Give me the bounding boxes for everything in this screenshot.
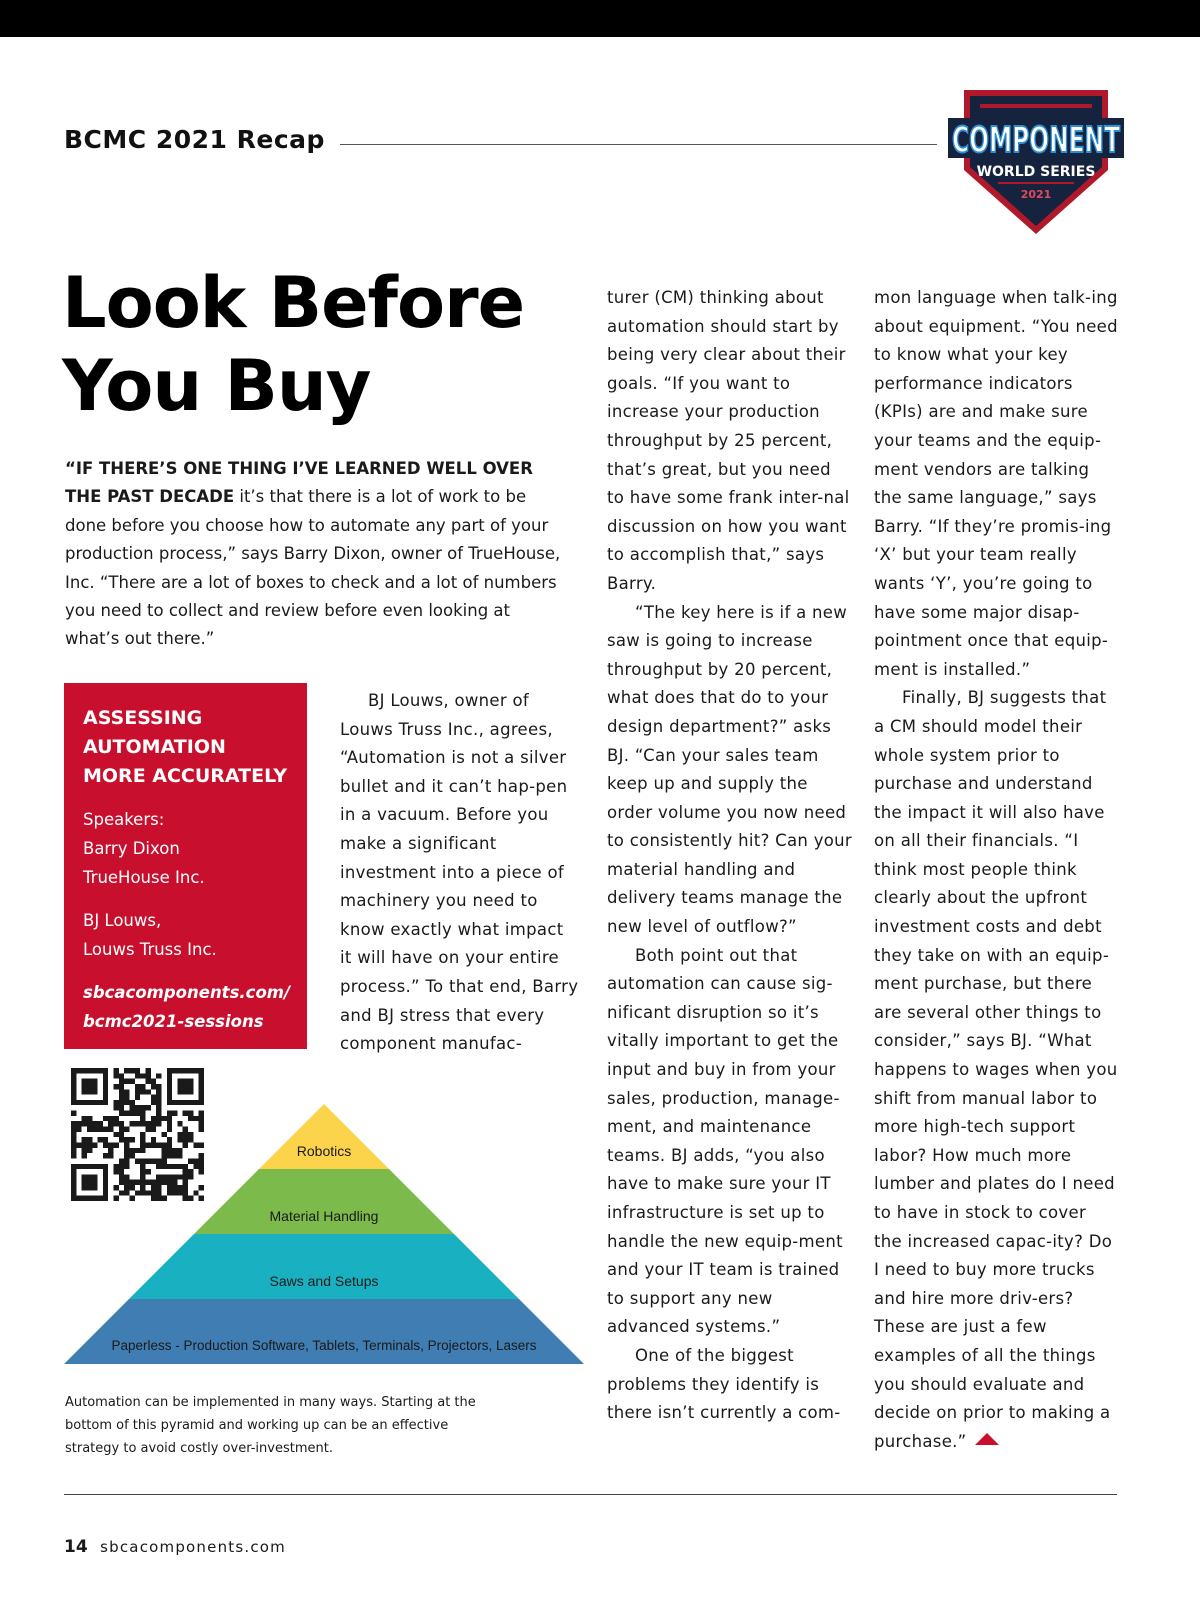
page-number: 14 [64, 1537, 88, 1557]
headline-line-2: You Buy [62, 345, 371, 427]
pyramid-level [194, 1169, 454, 1234]
sessions-link-line-2[interactable]: bcmc2021-sessions [83, 1012, 264, 1031]
svg-text:COMPONENT: COMPONENT [952, 120, 1121, 161]
paragraph [874, 684, 1119, 1456]
sessions-link[interactable] [83, 978, 307, 1036]
pyramid-level [259, 1104, 389, 1169]
box-title [83, 704, 307, 791]
intro-text: it’s that there is a lot of work to be done before you choose how to automate any part of your production process,” says Barry Dixon, owner of TrueHouse, Inc. “There are a lot of boxes to check and a lot of numbers you need to collect and review before even looking at what’s out there.” [65, 487, 561, 649]
component-world-series-logo [946, 78, 1126, 240]
speaker-1-company: TrueHouse Inc. [83, 868, 205, 887]
pyramid-level [64, 1299, 584, 1364]
top-black-bar [0, 0, 1200, 37]
paragraph: turer (CM) thinking about automation should start by being very clear about their goals. “If you want to increase your production throughput by 25 percent, that’s great, but you need to have some frank inter-nal discussion on how you want to accomplish that,” says Barry. [607, 288, 850, 593]
svg-text:2021: 2021 [1020, 188, 1052, 201]
section-label: BCMC 2021 Recap [64, 125, 325, 154]
end-of-article-triangle-icon [975, 1433, 999, 1445]
intro-lead: “IF THERE’S ONE THING I’VE LEARNED WELL OVER THE PAST DECADE [65, 459, 533, 507]
paragraph: Both point out that automation can cause sig-nificant disruption so it’s vitally important to get the input and buy in from your sales, production, manage-ment, and maintenance teams. BJ adds, “you also have to make sure your IT infrastructure is set up to handle the new equip-ment and your IT team is trained to support any new advanced systems.” [607, 945, 843, 1337]
paragraph: mon language when talk-ing about equipment. “You need to know what your key performance indicators (KPIs) are and make sure your teams and the equip-ment vendors are talking the same language,” says Barry. “If they’re promis-ing ‘X’ but your team really wants ‘Y’, you’re going to have some major disap-pointment once that equip-ment is installed.” [874, 288, 1118, 679]
speakers-label: Speakers: [83, 810, 165, 829]
body-column-2 [607, 284, 852, 1428]
closing-paragraph-text: Finally, BJ suggests that a CM should model their whole system prior to purchase and understand the impact it will also have on all their financials. “I think most people think clearly about the upfront investment costs and debt they take on with an equip-ment purchase, but there are several other things to consider,” says BJ. “What happens to wages when you shift from manual labor to more high-tech support labor? How much more lumber and plates do I need to have in stock to cover the increased capac-ity? Do I need to buy more trucks and hire more driv-ers? These are just a few examples of all the things you should evaluate and decide on prior to making a purchase.” [874, 688, 1118, 1451]
speaker-2-company: Louws Truss Inc. [83, 940, 217, 959]
sessions-link-line-1[interactable]: sbcacomponents.com/ [83, 983, 290, 1002]
box-title-line-2: AUTOMATION [83, 736, 226, 758]
body-column-3 [874, 284, 1119, 1456]
pyramid-level-label: Robotics [296, 1143, 352, 1159]
pyramid-caption: Automation can be implemented in many ways. Starting at the bottom of this pyramid and working up can be an effective strategy to avoid costly over-investment. [65, 1395, 476, 1456]
pyramid-level-label: Paperless - Production Software, Tablets, Terminals, Projectors, Lasers [111, 1338, 537, 1353]
speaker-2-name: BJ Louws, [83, 911, 162, 930]
svg-text:WORLD SERIES: WORLD SERIES [976, 164, 1096, 180]
pyramid-level-label: Material Handling [269, 1208, 379, 1224]
footer-site-link[interactable]: sbcacomponents.com [100, 1538, 286, 1556]
pyramid-level [129, 1234, 519, 1299]
box-title-line-3: MORE ACCURATELY [83, 765, 288, 787]
footer-divider [64, 1494, 1117, 1495]
box-title-line-1: ASSESSING [83, 707, 203, 729]
page-footer [64, 1537, 286, 1557]
paragraph: One of the biggest problems they identify is there isn’t currently a com- [607, 1345, 841, 1423]
article-intro [65, 455, 565, 654]
paragraph: “The key here is if a new saw is going to increase throughput by 20 percent, what does that do to your design department?” asks BJ. “Can your sales team keep up and supply the order volume you now need to consistently hit? Can your material handling and delivery teams manage the new level of outflow?” [607, 602, 853, 937]
pyramid-level-label: Saws and Setups [269, 1273, 379, 1289]
paragraph: BJ Louws, owner of Louws Truss Inc., agrees, “Automation is not a silver bullet and it can’t hap-pen in a vacuum. Before you make a significant investment into a piece of machinery you need to know exactly what impact it will have on your entire process.” To that end, Barry and BJ stress that every component manufac- [340, 691, 579, 1054]
header-divider [340, 144, 937, 145]
body-column-1 [340, 687, 580, 1059]
headline-line-1: Look Before [62, 262, 525, 344]
session-info-box [64, 683, 307, 1049]
article-headline [62, 262, 582, 428]
speaker-1-name: Barry Dixon [83, 839, 180, 858]
